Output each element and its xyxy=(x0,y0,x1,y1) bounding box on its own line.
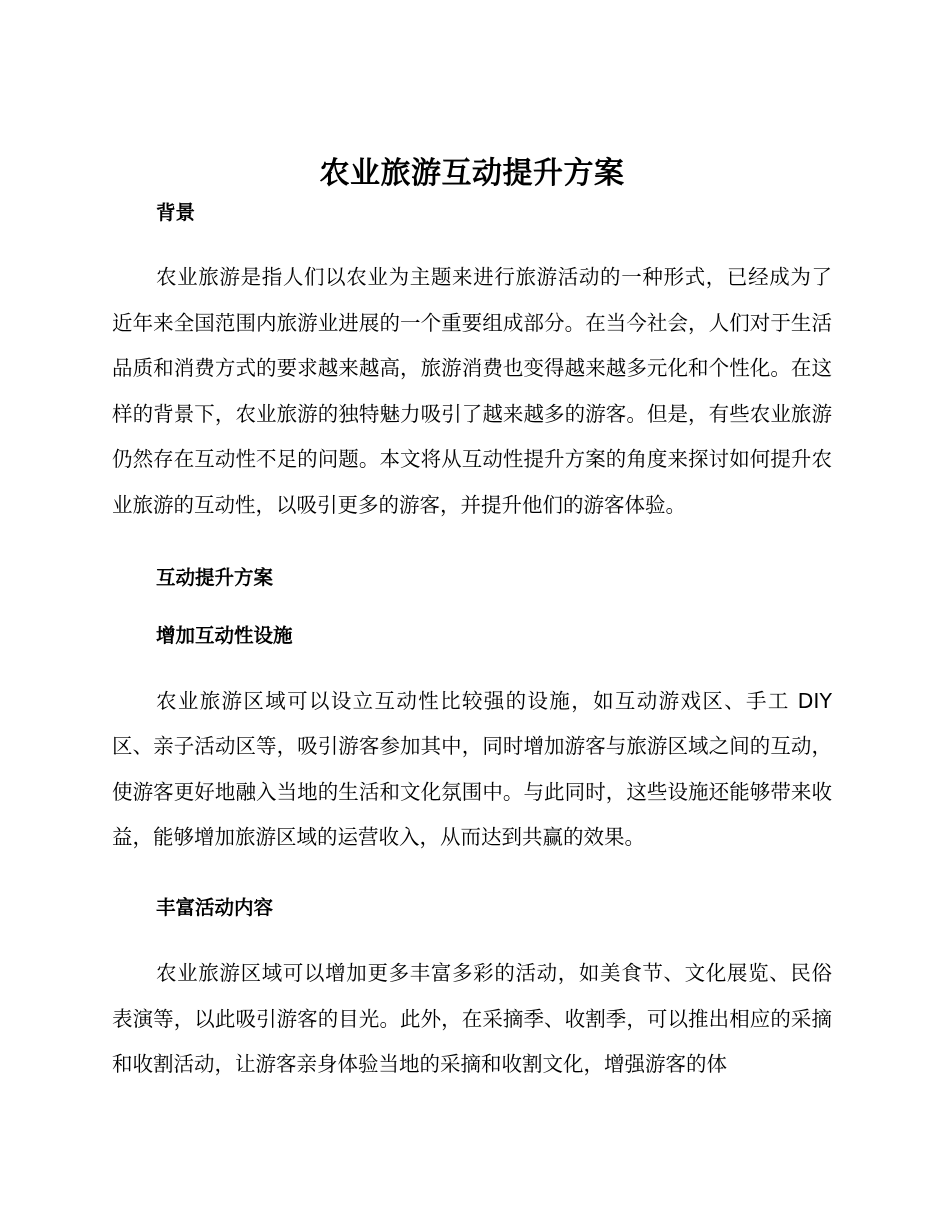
paragraph-background: 农业旅游是指人们以农业为主题来进行旅游活动的一种形式，已经成为了近年来全国范围内旅游业进展的一个重要组成部分。在当今社会，人们对于生活品质和消费方式的要求越来越高，旅游消费也变得越来越多元化和个性化。在这样的背景下，农业旅游的独特魅力吸引了越来越多的游客。但是，有些农业旅游仍然存在互动性不足的问题。本文将从互动性提升方案的角度来探讨如何提升农业旅游的互动性，以吸引更多的游客，并提升他们的游客体验。 xyxy=(112,265,832,517)
paragraph-enrich-activities: 农业旅游区域可以增加更多丰富多彩的活动，如美食节、文化展览、民俗表演等，以此吸引游客的目光。此外，在采摘季、收割季，可以推出相应的采摘和收割活动，让游客亲身体验当地的采摘和收割文化，增强游客的体 xyxy=(112,960,832,1077)
document-page xyxy=(112,150,832,1088)
section-heading-interaction-plan: 互动提升方案 xyxy=(156,565,274,589)
document-title: 农业旅游互动提升方案 xyxy=(319,156,625,191)
section-heading-add-facilities: 增加互动性设施 xyxy=(156,623,293,647)
paragraph-add-facilities: 农业旅游区域可以设立互动性比较强的设施，如互动游戏区、手工 DIY 区、亲子活动区等，吸引游客参加其中，同时增加游客与旅游区域之间的互动，使游客更好地融入当地的生活和文化氛围中。与此同时，这些设施还能够带来收益，能够增加旅游区域的运营收入，从而达到共赢的效果。 xyxy=(112,688,832,850)
section-heading-background: 背景 xyxy=(156,201,196,224)
section-heading-enrich-activities: 丰富活动内容 xyxy=(156,895,274,919)
